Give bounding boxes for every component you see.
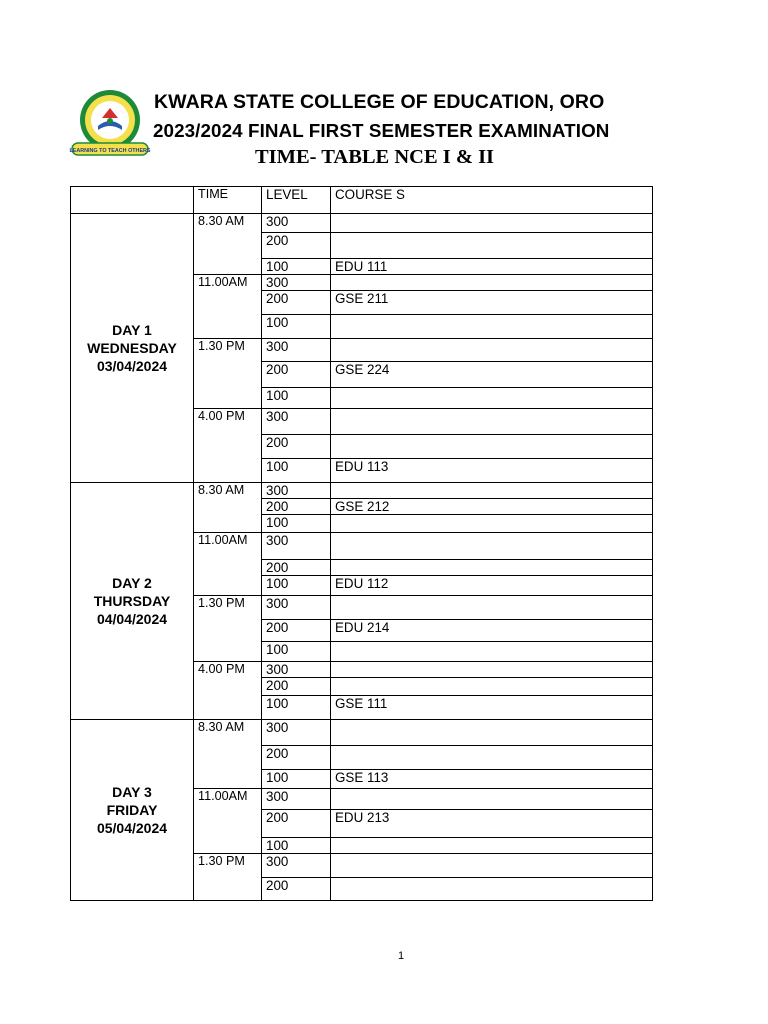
level-cell: 200: [262, 499, 331, 515]
level-cell: 300: [262, 789, 331, 810]
course-cell: GSE 224: [331, 362, 653, 388]
course-cell: [331, 339, 653, 362]
course-cell: [331, 854, 653, 878]
course-cell: [331, 233, 653, 259]
slot-time: 11.00AM: [194, 789, 262, 854]
level-cell: 100: [262, 315, 331, 339]
slot-time: 4.00 PM: [194, 662, 262, 720]
level-cell: 100: [262, 770, 331, 789]
slot-time: 1.30 PM: [194, 596, 262, 662]
day-day: DAY 2: [112, 575, 152, 591]
level-cell: 300: [262, 339, 331, 362]
course-cell: [331, 789, 653, 810]
timetable: [70, 186, 653, 901]
day-day: DAY 1: [112, 322, 152, 338]
course-cell: [331, 596, 653, 620]
course-cell: GSE 113: [331, 770, 653, 789]
time-header: TIME: [194, 187, 262, 214]
level-cell: 100: [262, 642, 331, 662]
day-cell: [71, 214, 194, 483]
college-name: KWARA STATE COLLEGE OF EDUCATION, ORO: [154, 91, 605, 113]
course-cell: GSE 211: [331, 291, 653, 315]
course-cell: [331, 275, 653, 291]
level-cell: 200: [262, 291, 331, 315]
level-cell: 200: [262, 678, 331, 696]
exam-title: 2023/2024 FINAL FIRST SEMESTER EXAMINATION: [153, 120, 610, 141]
level-cell: 300: [262, 854, 331, 878]
page-number: 1: [398, 950, 405, 962]
course-cell: [331, 838, 653, 854]
course-cell: EDU 111: [331, 259, 653, 275]
level-cell: 300: [262, 662, 331, 678]
course-cell: [331, 515, 653, 533]
slot-time: 8.30 AM: [194, 720, 262, 789]
day-cell: [71, 720, 194, 901]
course-cell: [331, 746, 653, 770]
level-cell: 100: [262, 576, 331, 596]
day-weekday: WEDNESDAY: [87, 340, 177, 356]
day-date: 04/04/2024: [96, 611, 168, 627]
level-cell: 200: [262, 560, 331, 576]
level-cell: 300: [262, 409, 331, 435]
course-header: COURSE S: [331, 187, 653, 214]
level-cell: 200: [262, 746, 331, 770]
course-cell: [331, 214, 653, 233]
level-cell: 200: [262, 620, 331, 642]
table-row: [71, 720, 653, 746]
day-cell: [71, 483, 194, 720]
course-cell: EDU 113: [331, 459, 653, 483]
level-cell: 300: [262, 596, 331, 620]
slot-time: 11.00AM: [194, 533, 262, 596]
course-cell: EDU 214: [331, 620, 653, 642]
day-weekday: FRIDAY: [106, 802, 158, 818]
level-cell: 100: [262, 388, 331, 409]
level-cell: 100: [262, 259, 331, 275]
day-weekday: THURSDAY: [93, 593, 171, 609]
day-date: 03/04/2024: [96, 358, 168, 374]
course-cell: GSE 212: [331, 499, 653, 515]
day-day: DAY 3: [112, 784, 152, 800]
level-cell: 200: [262, 233, 331, 259]
header-row: [71, 187, 653, 214]
course-cell: [331, 720, 653, 746]
level-cell: 100: [262, 696, 331, 720]
slot-time: 11.00AM: [194, 275, 262, 339]
level-cell: 100: [262, 515, 331, 533]
timetable-title: TIME- TABLE NCE I & II: [255, 146, 495, 168]
course-cell: [331, 662, 653, 678]
course-cell: [331, 315, 653, 339]
slot-time: 8.30 AM: [194, 483, 262, 533]
course-cell: EDU 112: [331, 576, 653, 596]
level-header: LEVEL: [262, 187, 331, 214]
course-cell: [331, 435, 653, 459]
level-cell: 200: [262, 362, 331, 388]
course-cell: [331, 560, 653, 576]
level-cell: 300: [262, 533, 331, 560]
slot-time: 1.30 PM: [194, 854, 262, 901]
day-header-cell: [71, 187, 194, 214]
level-cell: 200: [262, 878, 331, 901]
course-cell: [331, 878, 653, 901]
course-cell: [331, 483, 653, 499]
level-cell: 300: [262, 275, 331, 291]
level-cell: 300: [262, 720, 331, 746]
level-cell: 200: [262, 435, 331, 459]
course-cell: EDU 213: [331, 810, 653, 838]
course-cell: [331, 533, 653, 560]
college-logo: [68, 88, 152, 160]
level-cell: 200: [262, 810, 331, 838]
day-date: 05/04/2024: [96, 820, 168, 836]
table-row: [71, 214, 653, 233]
slot-time: 1.30 PM: [194, 339, 262, 409]
course-cell: [331, 642, 653, 662]
course-cell: [331, 388, 653, 409]
level-cell: 100: [262, 838, 331, 854]
level-cell: 100: [262, 459, 331, 483]
course-cell: [331, 409, 653, 435]
level-cell: 300: [262, 483, 331, 499]
slot-time: 4.00 PM: [194, 409, 262, 483]
course-cell: GSE 111: [331, 696, 653, 720]
slot-time: 8.30 AM: [194, 214, 262, 275]
level-cell: 300: [262, 214, 331, 233]
logo-motto: LEARNING TO TEACH OTHERS: [69, 148, 151, 154]
table-row: [71, 483, 653, 499]
course-cell: [331, 678, 653, 696]
